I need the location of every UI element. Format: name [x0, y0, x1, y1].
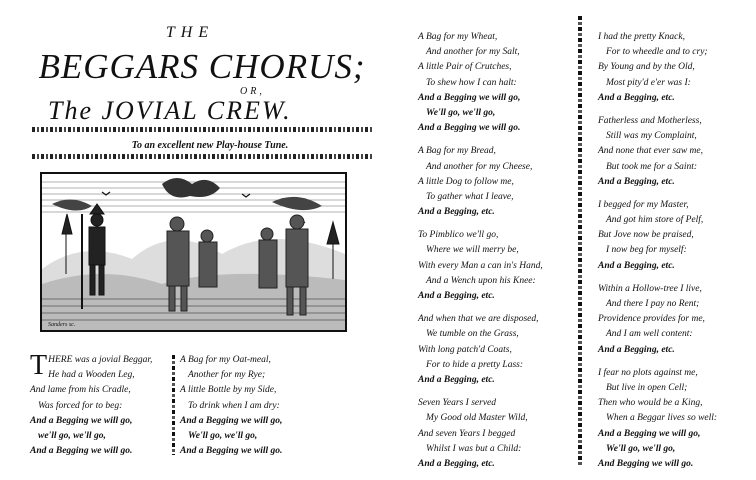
refrain-line: And a Begging, etc.: [418, 374, 495, 385]
verse-line: Whilst I was but a Child:: [426, 443, 522, 454]
verse-line: My Good old Master Wild,: [426, 413, 528, 424]
verse-line: To Pimblico we'll go,: [418, 230, 499, 241]
verse-line: And there I pay no Rent;: [606, 299, 700, 309]
title-or: OR,: [240, 86, 265, 97]
tune-note: To an excellent new Play-house Tune.: [131, 140, 289, 151]
stanza: [418, 396, 573, 472]
verse-line: Was forced for to beg:: [38, 400, 123, 411]
verse-line: And none that ever saw me,: [598, 146, 704, 157]
verse-line: Then who would be a King,: [598, 398, 703, 409]
stanza: [418, 312, 573, 388]
verse-line: I begged for my Master,: [598, 199, 689, 210]
title-main: BEGGARS CHORUS;: [38, 47, 366, 86]
drop-cap: T: [30, 350, 48, 381]
stanza-gap: [598, 274, 748, 282]
stanza: [418, 144, 573, 220]
verse-line: To drink when I am dry:: [188, 400, 280, 411]
verse-column-2: [180, 353, 330, 459]
stanza: [598, 30, 748, 106]
verse-line: We tumble on the Grass,: [426, 329, 519, 340]
refrain-line: And a Begging we will go.: [30, 446, 133, 457]
verse-line: Another for my Rye;: [188, 370, 266, 381]
verse-line: To gather what I leave,: [426, 191, 514, 202]
verse-line: And a Wench upon his Knee:: [426, 275, 536, 286]
stanza-gap: [418, 220, 573, 228]
stanza-gap: [598, 358, 748, 366]
refrain-line: We'll go, we'll go,: [606, 443, 676, 454]
verse-line: A little Bottle by my Side,: [180, 385, 277, 396]
verse-line: I had the pretty Knack,: [598, 32, 685, 42]
verse-line: And another for my Cheese,: [426, 161, 533, 172]
refrain-line: And a Begging, etc.: [418, 207, 495, 218]
verse-line: A little Pair of Crutches,: [418, 62, 512, 73]
stanza: [30, 350, 175, 459]
verse-line: But Jove now be praised,: [598, 230, 694, 241]
stanza-gap: [418, 388, 573, 396]
stanza: [598, 366, 748, 472]
refrain-line: And a Begging, etc.: [598, 344, 675, 355]
verse-line: He had a Wooden Leg,: [48, 370, 135, 381]
stanza: [418, 30, 573, 136]
verse-line: And got him store of Pelf,: [606, 215, 704, 226]
verse-line-text: HERE was a jovial Beggar,: [48, 355, 153, 365]
refrain-line: And a Begging, etc.: [418, 291, 495, 301]
refrain-line: We'll go, we'll go,: [188, 430, 258, 441]
verse-line: Still was my Complaint,: [606, 131, 697, 142]
verse-column-4: [598, 30, 748, 472]
verse-column-3: [418, 30, 573, 472]
woodcut-scene: [42, 174, 345, 330]
stanza-gap: [598, 190, 748, 198]
refrain-line: And a Begging, etc.: [418, 458, 495, 469]
verse-line: Most pity'd e'er was I:: [606, 77, 691, 88]
verse-line: But took me for a Saint:: [606, 161, 698, 172]
verse-line: By Young and by the Old,: [598, 62, 695, 73]
verse-line: And when that we are disposed,: [418, 314, 539, 325]
verse-line: And lame from his Cradle,: [30, 385, 131, 396]
refrain-line: And a Begging we will go.: [180, 446, 283, 457]
refrain-line: We'll go, we'll go,: [426, 107, 496, 118]
woodcut-illustration: [40, 172, 347, 332]
refrain-line: And a Begging we will go.: [418, 123, 521, 134]
verse-line: I now beg for myself:: [606, 245, 687, 256]
verse-line: When a Beggar lives so well:: [606, 413, 718, 424]
woodcut-signature: Sanders sc.: [48, 322, 76, 328]
refrain-line: And a Begging, etc.: [598, 92, 675, 103]
stanza: [598, 114, 748, 190]
refrain-line: we'll go, we'll go,: [38, 430, 106, 441]
verse-line: Fatherless and Motherless,: [598, 115, 702, 126]
verse-line: Where we will merry be,: [426, 245, 519, 256]
verse-line: A Bag for my Wheat,: [418, 32, 498, 42]
verse-line: Seven Years I served: [418, 398, 497, 409]
verse-line: And I am well content:: [606, 329, 693, 340]
refrain-line: And a Begging, etc.: [598, 260, 675, 271]
verse-line: But live in open Cell;: [606, 382, 688, 393]
title-subtitle: The JOVIAL CREW.: [48, 96, 292, 125]
verse-line: Providence provides for me,: [598, 314, 705, 325]
verse-line: For to hide a pretty Lass:: [426, 359, 524, 370]
column-divider: [172, 355, 175, 455]
verse-line: With every Man a can in's Hand,: [418, 260, 543, 271]
ornamental-border-top: [32, 127, 372, 132]
ornamental-border-bottom: [32, 154, 372, 159]
verse-line: For to wheedle and to cry;: [606, 47, 708, 58]
stanza: [180, 353, 330, 459]
verse-line: A little Dog to follow me,: [418, 176, 514, 187]
refrain-line: And a Begging we will go,: [180, 415, 283, 426]
stanza: [418, 228, 573, 304]
verse-line: With long patch'd Coats,: [418, 344, 512, 355]
stanza: [598, 198, 748, 274]
verse-line: And seven Years I begged: [418, 428, 516, 439]
stanza-gap: [418, 136, 573, 144]
verse-column-1: [30, 350, 175, 459]
refrain-line: And a Begging we will go,: [30, 415, 133, 426]
title-the: THE: [165, 24, 215, 41]
refrain-line: And a Begging we will go,: [418, 92, 521, 103]
stanza-gap: [418, 304, 573, 312]
verse-line: And another for my Salt,: [426, 47, 520, 58]
stanza: [598, 282, 748, 358]
refrain-line: And a Begging we will go,: [598, 428, 701, 439]
column-divider-right: [578, 16, 582, 466]
refrain-line: And a Begging, etc.: [598, 176, 675, 187]
verse-line: Within a Hollow-tree I live,: [598, 283, 702, 294]
verse-line: I fear no plots against me,: [598, 367, 698, 378]
stanza-gap: [598, 106, 748, 114]
verse-line: To shew how I can halt:: [426, 77, 517, 88]
verse-line: A Bag for my Bread,: [418, 146, 496, 157]
refrain-line: And Begging we will go.: [598, 458, 694, 469]
verse-line: A Bag for my Oat-meal,: [180, 355, 271, 365]
